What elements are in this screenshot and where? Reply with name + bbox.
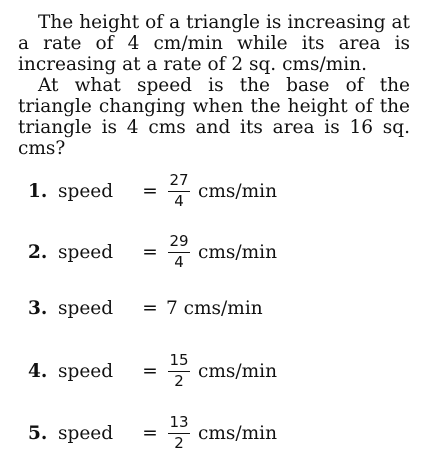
fraction bbox=[168, 172, 190, 210]
choice-unit: cms/min bbox=[198, 360, 278, 382]
fraction-denominator: 2 bbox=[174, 434, 184, 452]
choice-unit: cms/min bbox=[198, 180, 278, 202]
equals-sign: = bbox=[142, 180, 158, 202]
question-text bbox=[18, 12, 410, 159]
fraction-numerator: 29 bbox=[169, 232, 189, 250]
answer-choice-5[interactable] bbox=[28, 409, 277, 457]
fraction-numerator: 13 bbox=[169, 413, 189, 431]
equals-sign: = bbox=[142, 360, 158, 382]
question-paragraph-2: At what speed is the base of the triangle changing when the height of the triangle is 4 cms and its area is 16 sq. cms? bbox=[18, 75, 410, 159]
fraction bbox=[168, 233, 190, 271]
equals-sign: = bbox=[142, 422, 158, 444]
fraction-denominator: 2 bbox=[174, 372, 184, 390]
choice-lhs: speed bbox=[58, 422, 114, 444]
fraction bbox=[168, 352, 190, 390]
choice-value: 7 cms/min bbox=[166, 297, 263, 319]
choice-number: 4. bbox=[28, 360, 48, 382]
choice-lhs: speed bbox=[58, 180, 114, 202]
answer-choice-3[interactable] bbox=[28, 284, 263, 332]
answer-choice-2[interactable] bbox=[28, 228, 277, 276]
choice-lhs: speed bbox=[58, 360, 114, 382]
choice-unit: cms/min bbox=[198, 241, 278, 263]
question-paragraph-1: The height of a triangle is increasing at a rate of 4 cm/min while its area is increasing at a rate of 2 sq. cms/min. bbox=[18, 12, 410, 75]
choice-number: 1. bbox=[28, 180, 48, 202]
choice-unit: cms/min bbox=[198, 422, 278, 444]
equals-sign: = bbox=[142, 297, 158, 319]
fraction-denominator: 4 bbox=[174, 253, 184, 271]
choice-number: 3. bbox=[28, 297, 48, 319]
choice-lhs: speed bbox=[58, 241, 114, 263]
fraction-numerator: 15 bbox=[169, 351, 189, 369]
equals-sign: = bbox=[142, 241, 158, 263]
answer-choice-4[interactable] bbox=[28, 347, 277, 395]
answer-choice-1[interactable] bbox=[28, 167, 277, 215]
fraction bbox=[168, 414, 190, 452]
choice-number: 5. bbox=[28, 422, 48, 444]
fraction-numerator: 27 bbox=[169, 171, 189, 189]
choice-number: 2. bbox=[28, 241, 48, 263]
fraction-denominator: 4 bbox=[174, 192, 184, 210]
choice-lhs: speed bbox=[58, 297, 114, 319]
